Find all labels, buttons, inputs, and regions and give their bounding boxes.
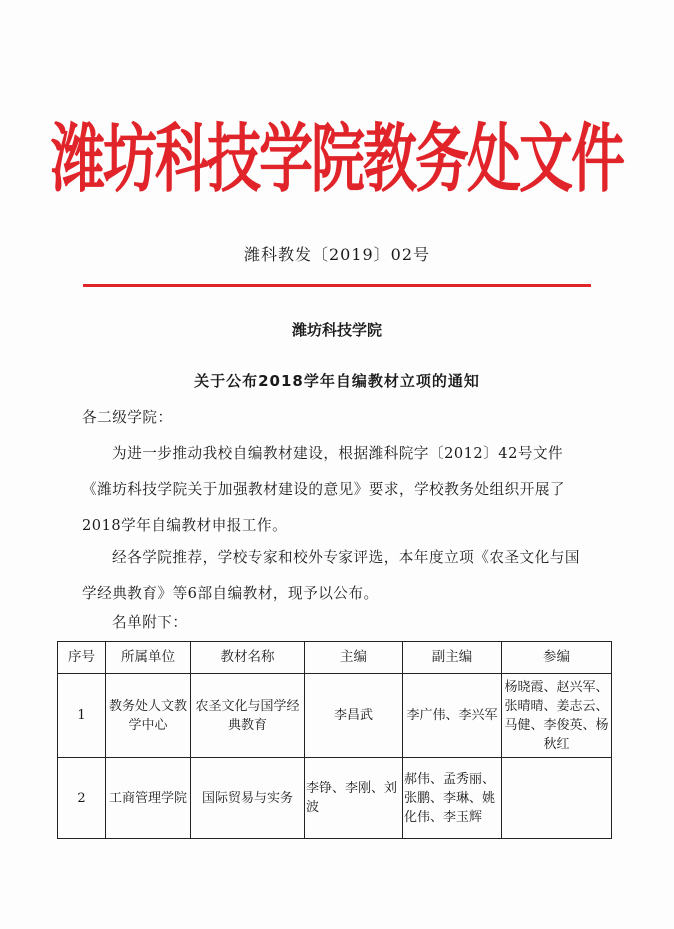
table-row	[58, 674, 612, 758]
cell-book: 国际贸易与实务	[191, 758, 305, 839]
header-contributors: 参编	[502, 642, 612, 674]
header-editor: 主编	[305, 642, 403, 674]
header-unit: 所属单位	[106, 642, 191, 674]
textbook-list-table	[57, 641, 612, 839]
issuer-name: 潍坊科技学院	[291, 321, 382, 339]
header-no: 序号	[58, 642, 106, 674]
salutation: 各二级学院：	[82, 409, 173, 426]
cell-deputy: 李广伟、李兴军	[403, 674, 502, 758]
table-header-row	[58, 642, 612, 674]
table-row	[58, 758, 612, 839]
body-paragraph-3: 名单附下：	[112, 614, 188, 631]
cell-book: 农圣文化与国学经典教育	[191, 674, 305, 758]
cell-deputy: 郝伟、孟秀丽、张鹏、李琳、姚化伟、李玉辉	[403, 758, 502, 839]
red-divider-line	[83, 284, 591, 287]
cell-unit: 教务处人文教学中心	[106, 674, 191, 758]
masthead-title: 潍坊科技学院教务处文件	[51, 114, 623, 203]
body-paragraph-1: 为进一步推动我校自编教材建设，根据潍科院字〔2012〕42号文件《潍坊科技学院关于加强教材建设的意见》要求，学校教务处组织开展了2018学年自编教材申报工作。	[82, 445, 566, 534]
cell-no: 1	[58, 674, 106, 758]
cell-editor: 李昌武	[305, 674, 403, 758]
header-book: 教材名称	[191, 642, 305, 674]
cell-contributors	[502, 758, 612, 839]
cell-no: 2	[58, 758, 106, 839]
cell-contributors: 杨晓霞、赵兴军、张晴晴、姜志云、马健、李俊英、杨秋红	[502, 674, 612, 758]
cell-unit: 工商管理学院	[106, 758, 191, 839]
header-deputy: 副主编	[403, 642, 502, 674]
document-number: 潍科教发〔2019〕02号	[243, 245, 431, 264]
notice-title: 关于公布2018学年自编教材立项的通知	[194, 372, 480, 390]
cell-editor: 李铮、李刚、刘波	[305, 758, 403, 839]
body-paragraph-2: 经各学院推荐，学校专家和校外专家评选，本年度立项《农圣文化与国学经典教育》等6部自编教材，现予以公布。	[82, 549, 580, 602]
